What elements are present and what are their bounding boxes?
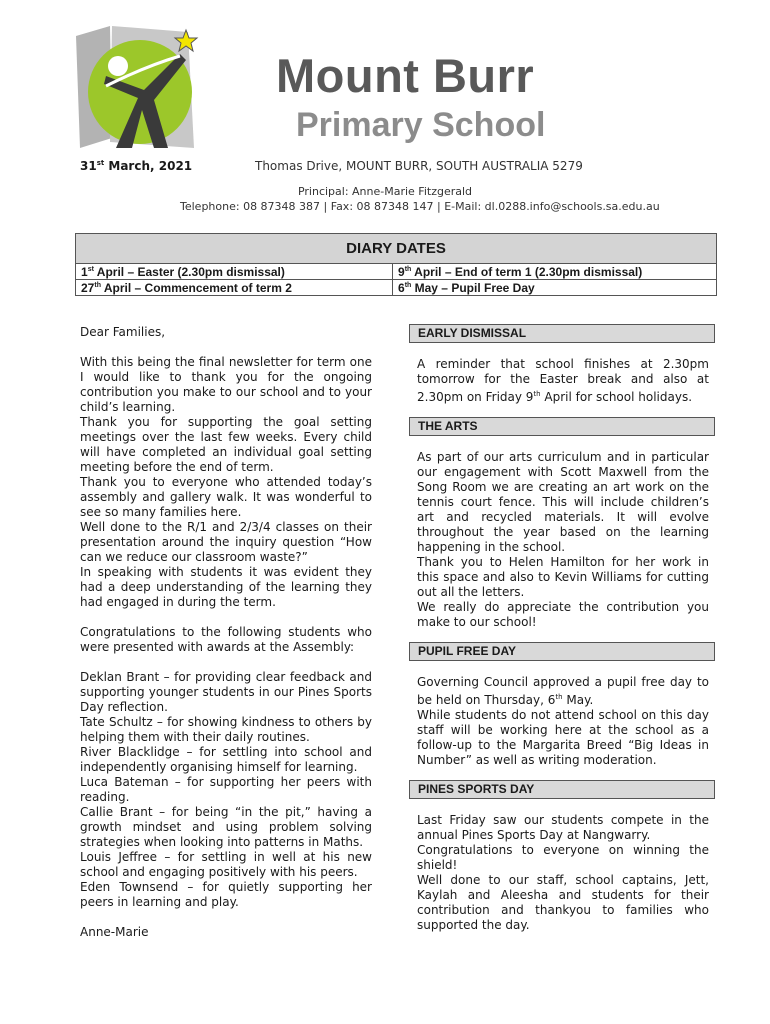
letter-greeting: Dear Families,: [80, 325, 166, 339]
principal-line: Principal: Anne-Marie Fitzgerald: [297, 185, 473, 198]
letter-paragraph: Thank you for supporting the goal setting meetings over the last few weeks. Every child will have completed an individual goal setting meeting before the end of term.: [80, 415, 372, 474]
section-body-pines-sports-day: Last Friday saw our students compete in the annual Pines Sports Day at Nangwarry. Congratulations to everyone on winning the shield! Well done to our staff, school captains, Jett, Kaylah and Aleesha and students for their contribution and thankyou to families who supported the day.: [417, 813, 709, 932]
logo-head-icon: [108, 56, 128, 76]
diary-cell: 1st April – Easter (2.30pm dismissal): [76, 264, 393, 280]
diary-dates-table: [75, 233, 717, 296]
contact-line: Telephone: 08 87348 387 | Fax: 08 87348 147 | E-Mail: dl.0288.info@schools.sa.edu.au: [180, 200, 660, 213]
diary-dates-title: DIARY DATES: [76, 234, 716, 264]
school-address: Thomas Drive, MOUNT BURR, SOUTH AUSTRALIA 5279: [255, 159, 583, 173]
section-heading-early-dismissal: EARLY DISMISSAL: [409, 324, 715, 343]
letter-paragraph: Well done to the R/1 and 2/3/4 classes on their presentation around the inquiry question “How can we reduce our classroom waste?”: [80, 520, 372, 564]
award-item: Callie Brant – for being “in the pit,” having a growth mindset and using problem solving strategies when looking into patterns in Maths.: [80, 805, 372, 849]
section-heading-pines-sports-day: PINES SPORTS DAY: [409, 780, 715, 799]
school-logo: [76, 26, 204, 152]
letter-signoff: Anne-Marie: [80, 925, 149, 939]
section-heading-the-arts: THE ARTS: [409, 417, 715, 436]
award-item: Louis Jeffree – for settling in well at his new school and engaging positively with his peers.: [80, 850, 372, 879]
diary-cell: 27th April – Commencement of term 2: [76, 280, 393, 296]
diary-cell: 6th May – Pupil Free Day: [393, 280, 717, 296]
section-heading-pupil-free-day: PUPIL FREE DAY: [409, 642, 715, 661]
notices-column: [409, 324, 715, 945]
newsletter-date: 31st March, 2021: [80, 159, 193, 173]
diary-row: [76, 264, 716, 280]
section-body-early-dismissal: A reminder that school finishes at 2.30pm tomorrow for the Easter break and also at 2.30pm on Friday 9th April for school holidays.: [417, 357, 709, 404]
award-item: Deklan Brant – for providing clear feedback and supporting younger students in our Pines Sports Day reflection.: [80, 670, 372, 714]
award-item: River Blacklidge – for settling into school and independently organising himself for learning.: [80, 745, 372, 774]
section-body-the-arts: As part of our arts curriculum and in particular our engagement with Scott Maxwell from the Song Room we are creating an art work on the tennis court fence. This will include children’s art and recycled materials. It will evolve throughout the year based on the learning happening in the school. Thank you to Helen Hamilton for her work in this space and also to Kevin Williams for cutting out all the letters. We really do appreciate the contribution you make to our school!: [417, 450, 709, 629]
letter-congrats: Congratulations to the following students who were presented with awards at the Assembly:: [80, 625, 372, 654]
award-item: Eden Townsend – for quietly supporting her peers in learning and play.: [80, 880, 372, 909]
letter-paragraph: Thank you to everyone who attended today’s assembly and gallery walk. It was wonderful to see so many families here.: [80, 475, 372, 519]
school-subtitle: Primary School: [296, 106, 546, 144]
diary-row: [76, 280, 716, 296]
school-name: Mount Burr: [276, 49, 535, 102]
section-body-pupil-free-day: Governing Council approved a pupil free day to be held on Thursday, 6th May. While students do not attend school on this day staff will be working here at the school as a follow-up to the Margarita Breed “Big Ideas in Number” as well as writing moderation.: [417, 675, 709, 767]
principal-letter: [80, 325, 372, 940]
award-item: Tate Schultz – for showing kindness to others by helping them with their daily routines.: [80, 715, 372, 744]
letter-paragraph: In speaking with students it was evident they had a deep understanding of the learning they had engaged in during the term.: [80, 565, 372, 609]
diary-cell: 9th April – End of term 1 (2.30pm dismissal): [393, 264, 717, 280]
award-item: Luca Bateman – for supporting her peers with reading.: [80, 775, 372, 804]
letter-paragraph: With this being the final newsletter for term one I would like to thank you for the ongoing contribution you make to our school and to your child’s learning.: [80, 355, 372, 414]
